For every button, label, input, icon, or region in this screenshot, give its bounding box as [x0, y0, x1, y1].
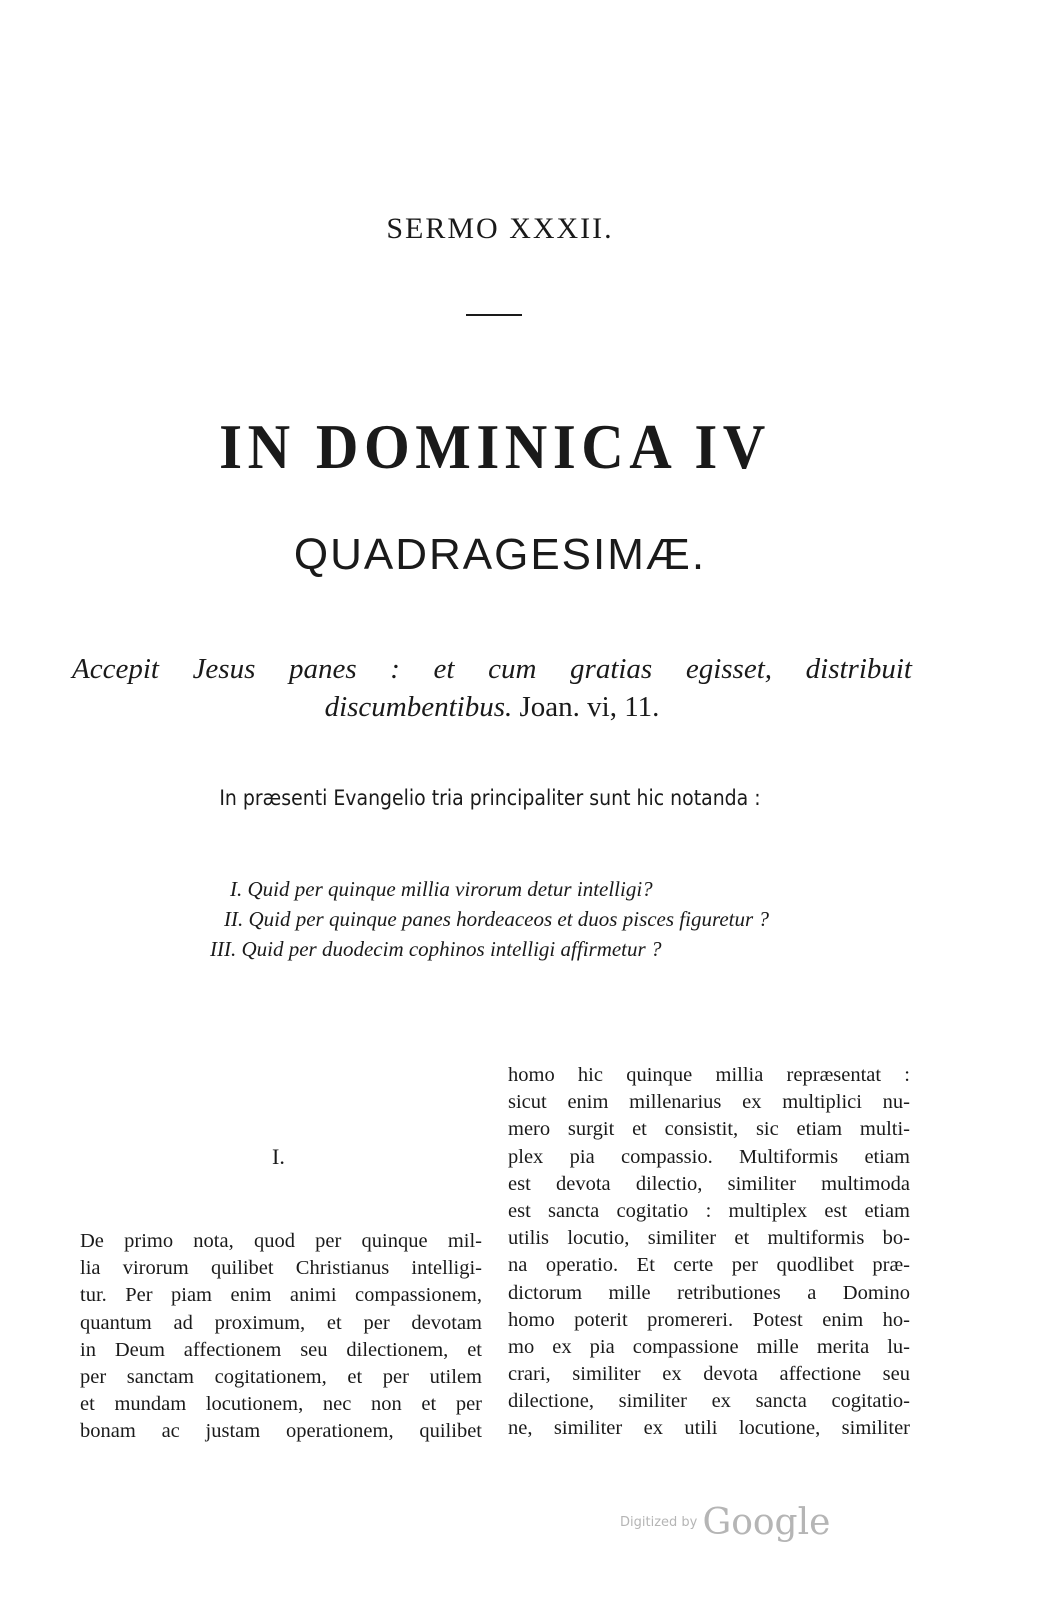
text-line: bonam ac justam operationem, quilibet	[80, 1420, 482, 1443]
text-line: quantum ad proximum, et per devotam	[80, 1311, 482, 1334]
text-line: dictorum mille retributiones a Domino	[508, 1281, 910, 1304]
text-line: plex pia compassio. Multiformis etiam	[508, 1145, 910, 1168]
text-line: crari, similiter ex devota affectione seu	[508, 1363, 910, 1386]
epigraph-line-2	[72, 688, 912, 726]
section-number: I.	[272, 1144, 285, 1169]
text-line: lia virorum quilibet Christianus intelligi-	[80, 1257, 482, 1280]
text-line: per sanctam cogitationem, et per utilem	[80, 1365, 482, 1388]
watermark-prefix: Digitized by	[620, 1515, 698, 1530]
text-line: sicut enim millenarius ex multiplici nu-	[508, 1091, 910, 1114]
right-text-column	[508, 1062, 910, 1443]
question-item: I. Quid per quinque millia virorum detur intelligi?	[230, 877, 653, 901]
question-item: III. Quid per duodecim cophinos intelligi affirmetur ?	[210, 937, 662, 961]
epigraph-line-1: Accepit Jesus panes : et cum gratias egisset, distribuit	[72, 653, 912, 685]
page-subtitle: QUADRAGESIMÆ.	[293, 530, 707, 579]
text-line: est devota dilectio, similiter multimoda	[508, 1172, 910, 1195]
intro-sentence: In præsenti Evangelio tria principaliter sunt hic notanda :	[219, 786, 761, 810]
text-line: tur. Per piam enim animi compassionem,	[80, 1284, 482, 1307]
text-line: est sancta cogitatio : multiplex est etiam	[508, 1199, 910, 1222]
text-line: ne, similiter ex utili locutione, similiter	[508, 1417, 910, 1440]
epigraph-italic-word: discumbentibus.	[324, 691, 513, 723]
text-line: na operatio. Et certe per quodlibet præ-	[508, 1254, 910, 1277]
text-line: dilectione, similiter ex sancta cogitatio-	[508, 1390, 910, 1413]
text-line: utilis locutio, similiter et multiformis bo-	[508, 1227, 910, 1250]
digitization-watermark	[620, 1502, 830, 1543]
question-list	[200, 874, 900, 964]
text-line: in Deum affectionem seu dilectionem, et	[80, 1338, 482, 1361]
question-item: II. Quid per quinque panes hordeaceos et duos pisces figuretur ?	[224, 907, 769, 931]
text-line: De primo nota, quod per quinque mil-	[80, 1230, 482, 1252]
page-title: IN DOMINICA IV	[219, 411, 771, 482]
heading-divider	[466, 314, 522, 316]
text-line: homo poterit promereri. Potest enim ho-	[508, 1308, 910, 1331]
watermark-brand: Google	[702, 1502, 831, 1543]
text-line: mero surgit et consistit, sic etiam multi-	[508, 1118, 910, 1141]
sermon-number: SERMO XXXII.	[386, 212, 614, 245]
text-line: et mundam locutionem, nec non et per	[80, 1393, 482, 1416]
text-line: mo ex pia compassione mille merita lu-	[508, 1335, 910, 1358]
epigraph-reference: Joan. vi, 11.	[519, 691, 660, 723]
text-line: homo hic quinque millia repræsentat :	[508, 1064, 910, 1086]
epigraph	[72, 650, 912, 726]
left-text-column	[80, 1228, 482, 1446]
